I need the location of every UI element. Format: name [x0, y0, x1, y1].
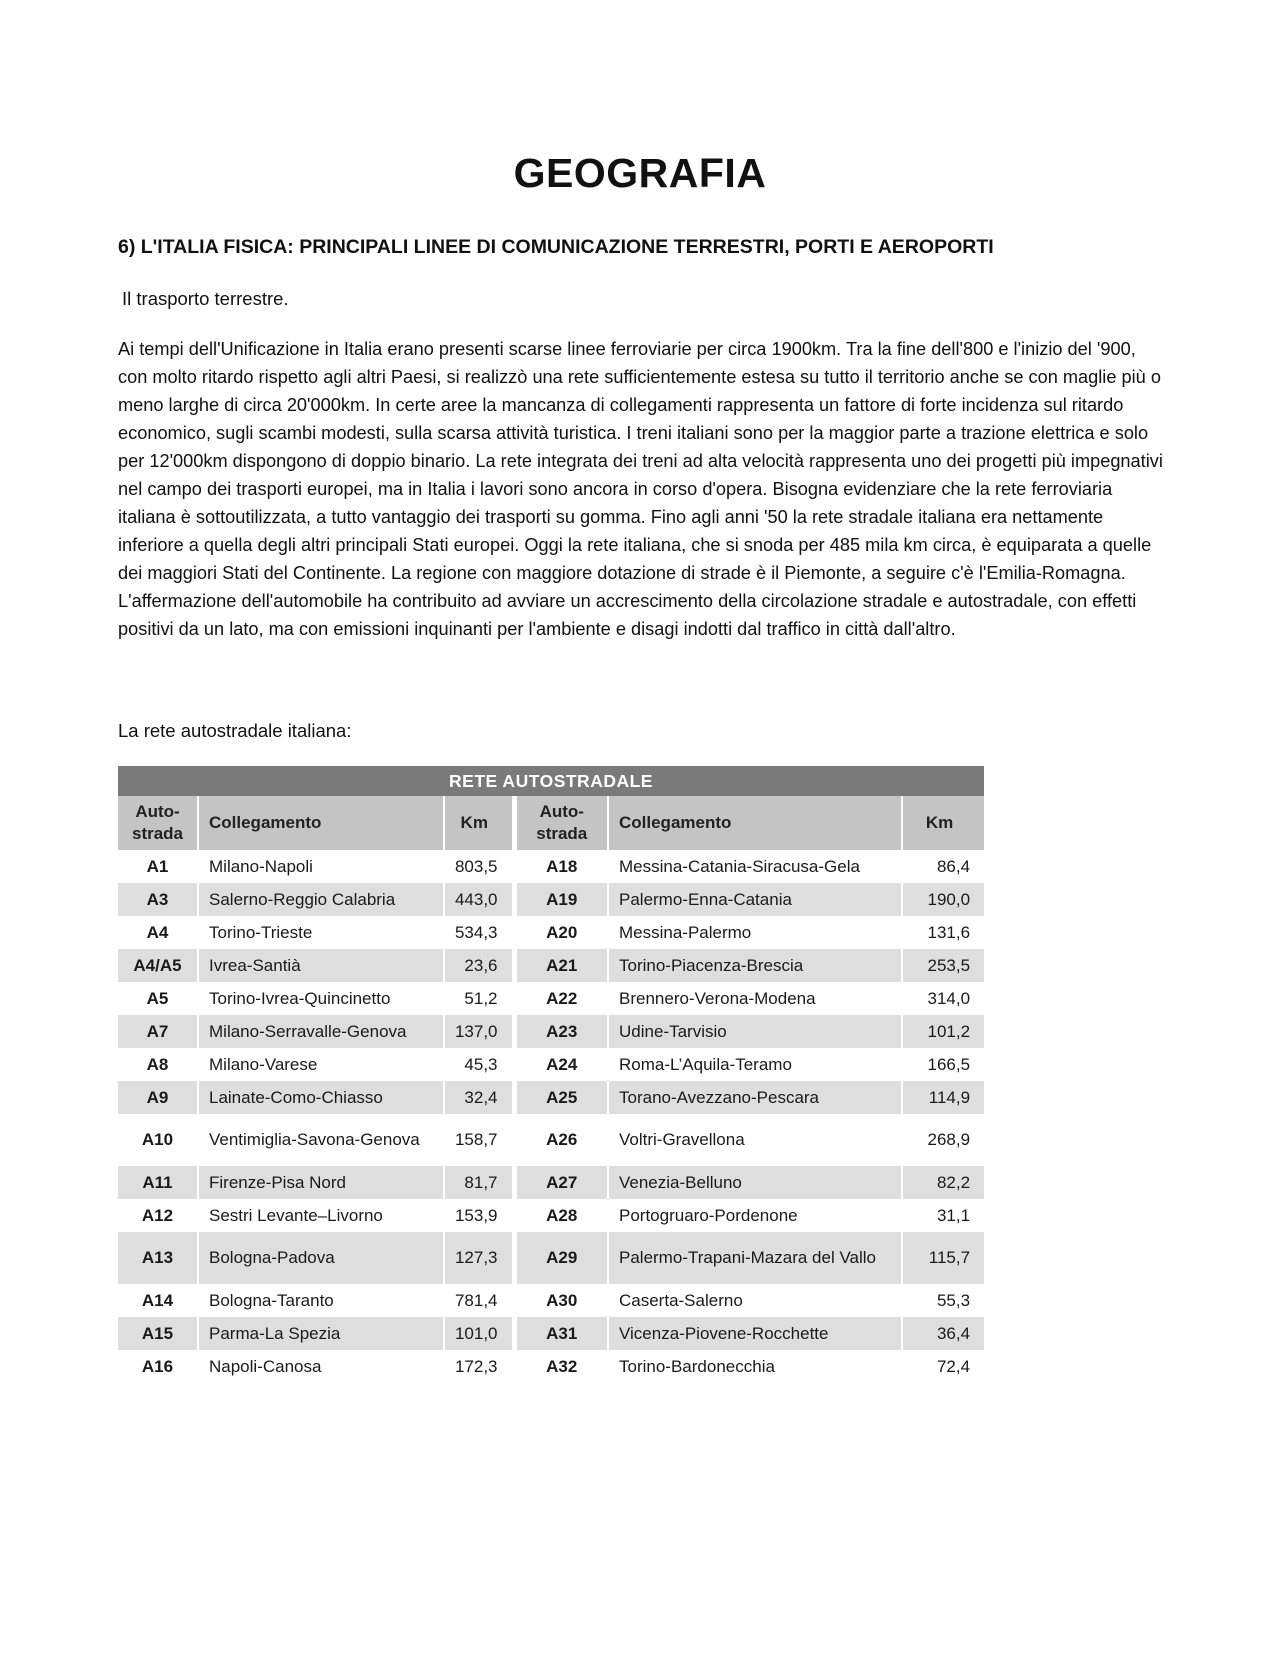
highway-route: Brennero-Verona-Modena	[608, 982, 902, 1015]
table-row	[118, 1232, 984, 1284]
highway-route: Palermo-Trapani-Mazara del Vallo	[608, 1232, 902, 1284]
highway-route: Milano-Varese	[198, 1048, 444, 1081]
highway-route: Napoli-Canosa	[198, 1350, 444, 1383]
header-km-left: Km	[444, 796, 514, 850]
highway-route: Ventimiglia-Savona-Genova	[198, 1114, 444, 1166]
highway-km: 268,9	[902, 1114, 984, 1166]
highway-code: A12	[118, 1199, 198, 1232]
highway-route: Ivrea-Santià	[198, 949, 444, 982]
highway-code: A26	[514, 1114, 608, 1166]
highway-code: A28	[514, 1199, 608, 1232]
highway-km: 101,2	[902, 1015, 984, 1048]
table-row	[118, 1317, 984, 1350]
highway-km: 127,3	[444, 1232, 514, 1284]
header-route-right: Collegamento	[608, 796, 902, 850]
highway-code: A1	[118, 850, 198, 883]
highway-route: Firenze-Pisa Nord	[198, 1166, 444, 1199]
highway-km: 137,0	[444, 1015, 514, 1048]
header-code-line1: Auto-	[135, 802, 180, 821]
highway-code: A30	[514, 1284, 608, 1317]
highway-km: 72,4	[902, 1350, 984, 1383]
highway-route: Torino-Ivrea-Quincinetto	[198, 982, 444, 1015]
header-km-right: Km	[902, 796, 984, 850]
highway-km: 86,4	[902, 850, 984, 883]
highway-route: Sestri Levante–Livorno	[198, 1199, 444, 1232]
table-row	[118, 1114, 984, 1166]
highway-code: A11	[118, 1166, 198, 1199]
header-code-line2: strada	[536, 824, 588, 843]
highway-km: 101,0	[444, 1317, 514, 1350]
table-row	[118, 850, 984, 883]
highway-code: A23	[514, 1015, 608, 1048]
highway-route: Torino-Bardonecchia	[608, 1350, 902, 1383]
highway-route: Messina-Palermo	[608, 916, 902, 949]
table-row	[118, 949, 984, 982]
highway-route: Bologna-Padova	[198, 1232, 444, 1284]
table-row	[118, 1048, 984, 1081]
highway-route: Roma-L’Aquila-Teramo	[608, 1048, 902, 1081]
table-row	[118, 982, 984, 1015]
highway-km: 51,2	[444, 982, 514, 1015]
highway-km: 31,1	[902, 1199, 984, 1232]
table-row	[118, 1015, 984, 1048]
highway-code: A15	[118, 1317, 198, 1350]
highway-km: 82,2	[902, 1166, 984, 1199]
highway-code: A13	[118, 1232, 198, 1284]
highway-code: A19	[514, 883, 608, 916]
highway-code: A3	[118, 883, 198, 916]
header-highway-right	[514, 796, 608, 850]
highway-km: 153,9	[444, 1199, 514, 1232]
table-row	[118, 1199, 984, 1232]
highway-code: A4	[118, 916, 198, 949]
highway-route: Vicenza-Piovene-Rocchette	[608, 1317, 902, 1350]
highway-route: Bologna-Taranto	[198, 1284, 444, 1317]
highway-km: 36,4	[902, 1317, 984, 1350]
highway-code: A9	[118, 1081, 198, 1114]
highway-route: Palermo-Enna-Catania	[608, 883, 902, 916]
table-row	[118, 916, 984, 949]
section-heading: 6) L'ITALIA FISICA: PRINCIPALI LINEE DI COMUNICAZIONE TERRESTRI, PORTI E AEROPORTI	[118, 236, 994, 258]
highway-km: 314,0	[902, 982, 984, 1015]
highway-code: A24	[514, 1048, 608, 1081]
header-code-line1: Auto-	[539, 802, 584, 821]
highway-code: A10	[118, 1114, 198, 1166]
highway-km: 114,9	[902, 1081, 984, 1114]
highway-route: Venezia-Belluno	[608, 1166, 902, 1199]
highway-route: Lainate-Como-Chiasso	[198, 1081, 444, 1114]
highway-code: A7	[118, 1015, 198, 1048]
highway-route: Messina-Catania-Siracusa-Gela	[608, 850, 902, 883]
highway-code: A21	[514, 949, 608, 982]
table-row	[118, 1350, 984, 1383]
highway-km: 166,5	[902, 1048, 984, 1081]
highway-km: 45,3	[444, 1048, 514, 1081]
highway-code: A18	[514, 850, 608, 883]
highway-route: Udine-Tarvisio	[608, 1015, 902, 1048]
highway-route: Torino-Piacenza-Brescia	[608, 949, 902, 982]
header-code-line2: strada	[131, 824, 184, 843]
highway-km: 158,7	[444, 1114, 514, 1166]
highway-km: 131,6	[902, 916, 984, 949]
table-row	[118, 1166, 984, 1199]
highway-km: 55,3	[902, 1284, 984, 1317]
table-intro: La rete autostradale italiana:	[118, 720, 352, 741]
highway-route: Milano-Napoli	[198, 850, 444, 883]
highway-code: A16	[118, 1350, 198, 1383]
subheading: Il trasporto terrestre.	[122, 288, 289, 309]
table-caption: RETE AUTOSTRADALE	[118, 766, 984, 796]
highway-code: A20	[514, 916, 608, 949]
highway-code: A27	[514, 1166, 608, 1199]
highway-km: 32,4	[444, 1081, 514, 1114]
table-row	[118, 1284, 984, 1317]
highway-network-table	[118, 766, 984, 1383]
highway-km: 23,6	[444, 949, 514, 982]
highway-code: A5	[118, 982, 198, 1015]
highway-code: A29	[514, 1232, 608, 1284]
highway-route: Portogruaro-Pordenone	[608, 1199, 902, 1232]
highway-km: 781,4	[444, 1284, 514, 1317]
highway-route: Torano-Avezzano-Pescara	[608, 1081, 902, 1114]
table-row	[118, 1081, 984, 1114]
highway-route: Salerno-Reggio Calabria	[198, 883, 444, 916]
highway-code: A25	[514, 1081, 608, 1114]
highway-km: 172,3	[444, 1350, 514, 1383]
highway-route: Milano-Serravalle-Genova	[198, 1015, 444, 1048]
highway-km: 115,7	[902, 1232, 984, 1284]
highway-route: Parma-La Spezia	[198, 1317, 444, 1350]
highway-code: A4/A5	[118, 949, 198, 982]
highway-route: Voltri-Gravellona	[608, 1114, 902, 1166]
highway-km: 190,0	[902, 883, 984, 916]
highway-code: A22	[514, 982, 608, 1015]
highway-km: 534,3	[444, 916, 514, 949]
highway-route: Caserta-Salerno	[608, 1284, 902, 1317]
highway-km: 81,7	[444, 1166, 514, 1199]
highway-code: A31	[514, 1317, 608, 1350]
page-title: GEOGRAFIA	[513, 150, 767, 196]
header-route-left: Collegamento	[198, 796, 444, 850]
header-highway-left	[118, 796, 198, 850]
body-paragraph: Ai tempi dell'Unificazione in Italia erano presenti scarse linee ferroviarie per circa 1900km. Tra la fine dell'800 e l'inizio del '900, con molto ritardo rispetto agli altri Paesi, si realizzò una rete sufficientemente estesa su tutto il territorio anche se con maglie più o meno larghe di circa 20'000km. In certe aree la mancanza di collegamenti rappresenta un fattore di forte incidenza sul ritardo economico, sugli scambi modesti, sulla scarsa attività turistica. I treni italiani sono per la maggior parte a trazione elettrica e solo per 12'000km dispongono di doppio binario. La rete integrata dei treni ad alta velocità rappresenta uno dei progetti più impegnativi nel campo dei trasporti europei, ma in Italia i lavori sono ancora in corso d'opera. Bisogna evidenziare che la rete ferroviaria italiana è sottoutilizzata, a tutto vantaggio dei trasporti su gomma. Fino agli anni '50 la rete stradale italiana era nettamente inferiore a quella degli altri principali Stati europei. Oggi la rete italiana, che si snoda per 485 mila km circa, è equiparata a quelle dei maggiori Stati del Continente. La regione con maggiore dotazione di strade è il Piemonte, a seguire c'è l'Emilia-Romagna. L'affermazione dell'automobile ha contribuito ad avviare un accrescimento della circolazione stradale e autostradale, con effetti positivi da un lato, ma con emissioni inquinanti per l'ambiente e disagi indotti dal traffico in città dall'altro.	[118, 339, 1163, 639]
highway-route: Torino-Trieste	[198, 916, 444, 949]
highway-km: 803,5	[444, 850, 514, 883]
table-row	[118, 883, 984, 916]
highway-code: A8	[118, 1048, 198, 1081]
highway-code: A14	[118, 1284, 198, 1317]
highway-km: 443,0	[444, 883, 514, 916]
highway-code: A32	[514, 1350, 608, 1383]
highway-km: 253,5	[902, 949, 984, 982]
